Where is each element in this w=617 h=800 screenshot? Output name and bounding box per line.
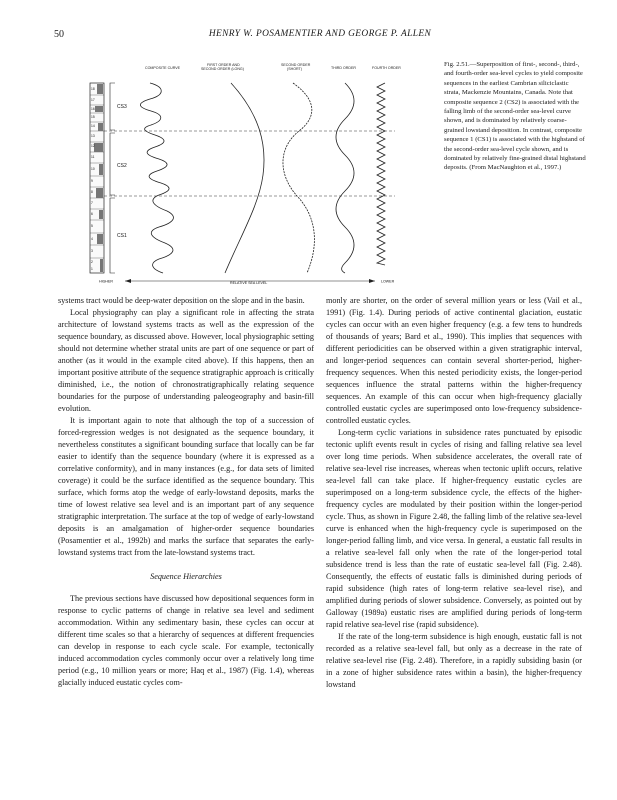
sequence-label-cs2: CS2 bbox=[117, 163, 127, 169]
paragraph: The previous sections have discussed how depositional sequences form in response to cyclic patterns of change in relative sea level and sediment accommodation. Within any sedimentary basin, these cycles can occur at different time scales so that a hierarchy of sequences at different frequencies can develop in response to each cycle scale. For example, tectonically induced accommodation cycles commonly occur over a relatively long time period (e.g., 10 million years or more; Haq et al., 1987) (Fig. 1.4), whereas glacially induced eustatic cycles com- bbox=[58, 594, 314, 687]
strat-unit-label: 1 bbox=[91, 267, 93, 271]
second-order-long-curve bbox=[225, 83, 264, 273]
paragraph: If the rate of the long-term subsidence is high enough, eustatic fall is not recorded as a relative sea-level fall, but only as a decrease in the rate of relative sea-level rise (Fig. 2.48). Therefore, in a rapidly subsiding basin (or in a zone of higher subsidence rates within a basin), the higher-frequency lowstand bbox=[326, 632, 582, 689]
label-composite-curve: COMPOSITE CURVE bbox=[145, 66, 181, 70]
fourth-order-curve bbox=[377, 83, 385, 265]
strat-unit-label: 16 bbox=[91, 107, 95, 111]
paragraph: systems tract would be deep-water deposition on the slope and in the basin. bbox=[58, 296, 305, 305]
sequence-label-cs3: CS3 bbox=[117, 104, 127, 110]
strat-unit-label: 8 bbox=[91, 190, 93, 194]
paragraph: Local physiography can play a significant role in affecting the strata architecture of lowstand systems tracts as well as the expression of the sequence boundary, as discussed above. However, local physiographic setting should not determine whether stratal units are part of one sequence or part of another (as it would in the example cited above). If this happens, then an important positive attribute of the sequence stratigraphic approach is critically diminished, i.e., the notion of chronostratigraphically relating sequence boundaries for the purpose of understanding paleogeography and basin-fill evolution. bbox=[58, 308, 314, 413]
strat-unit-label: 13 bbox=[91, 134, 95, 138]
strat-column bbox=[90, 83, 104, 273]
section-heading: Sequence Hierarchies bbox=[150, 572, 222, 581]
text-column-right bbox=[326, 295, 582, 691]
strat-unit-label: 18 bbox=[91, 87, 95, 91]
strat-unit-label: 11 bbox=[91, 155, 95, 159]
page-number: 50 bbox=[54, 29, 64, 40]
axis-label-higher: HIGHER bbox=[99, 279, 113, 284]
label-third-order: THIRD ORDER bbox=[331, 66, 356, 70]
second-order-short-curve bbox=[283, 83, 314, 273]
label-second-order-short-b: (SHORT) bbox=[287, 67, 302, 71]
strat-unit-label: 10 bbox=[91, 167, 95, 171]
axis-label-lower: LOWER bbox=[381, 279, 395, 284]
figure-sea-level-cycles bbox=[55, 55, 435, 287]
text-column-left bbox=[58, 295, 314, 689]
label-second-order-long: SECOND ORDER (LONG) bbox=[201, 67, 244, 71]
third-order-curve bbox=[336, 83, 354, 273]
sequence-label-cs1: CS1 bbox=[117, 233, 127, 239]
composite-curve bbox=[140, 83, 173, 273]
running-head: HENRY W. POSAMENTIER AND GEORGE P. ALLEN bbox=[208, 29, 432, 39]
figure-caption-label: Fig. 2.51. bbox=[444, 61, 470, 68]
paragraph: Long-term cyclic variations in subsidence rates punctuated by episodic tectonic uplift events result in cycles of rising and falling relative sea level over long time periods. When subsidence accelerates, the overall rate of relative sea-level rise increases, whereas when tectonic uplift occurs, relative sea-level fall can take place. If higher-frequency eustatic cycles are superimposed on a long-term subsidence cycle, the effects of the higher-frequency cycles are modulated by their position within the longer-period cycle. Thus, as shown in Figure 2.48, the falling limb of the relative sea-level curve is enhanced when the high-frequency cycle is superimposed on the longer-period falling limb, and vice versa. In general, a eustatic fall results in a relative sea-level fall only when the rate of the longer-period total subsidence trend is less than the rate of eustatic sea-level fall (Fig. 2.48). Consequently, the effects of eustatic falls is diminished during periods of rapid subsidence (high rates of long-term relative sea-level rise), and amplified during periods of slower subsidence. Conversely, as pointed out by Galloway (1989a) eustatic rises are amplified during periods of long-term rapid relative sea-level rise (rapid subsidence). bbox=[326, 428, 582, 629]
strat-unit-label: 2 bbox=[91, 260, 93, 264]
paragraph: monly are shorter, on the order of several million years or less (Vail et al., 1991) (Fig. 1.4). During periods of active continental glaciation, eustatic cycles can occur with an even higher frequency (e.g. a few tens to hundreds of thousands of years; Bard et al., 1990). This implies that sequences with different periodicities can be observed within a given stratigraphic interval, and longer-period sequences can contain several shorter-period, higher-frequency sequences. When this nested periodicity exists, the longer-period sequences influence the stratal patterns within the higher-frequency sequences. An example of this can occur when high-frequency glacially controlled eustatic cycles are superimposed onto low-frequency subsidence-controlled eustatic cycles. bbox=[326, 296, 582, 425]
sea-level-axis bbox=[99, 279, 395, 285]
strat-unit-label: 5 bbox=[91, 224, 93, 228]
strat-unit-label: 15 bbox=[91, 115, 95, 119]
label-fourth-order: FOURTH ORDER bbox=[372, 66, 401, 70]
strat-unit-label: 7 bbox=[91, 201, 93, 205]
label-second-order-short-a: SECOND ORDER bbox=[281, 63, 311, 67]
label-first-order: FIRST ORDER AND bbox=[207, 63, 240, 67]
paragraph: It is important again to note that although the top of a succession of forced-regression wedges is not designated as the sequence boundary, it nevertheless constitutes a significant bounding surface that locally can be far easier to identify than the sequence boundary (where it is expressed as a correlative conformity), and in many instances (e.g., for data sets of limited coverage) it could be the surface identified as the sequence boundary. This surface, which forms atop the wedge of early-lowstand deposits, marks the time of lowest relative sea level and is an important part of any sequence stratigraphic interpretation. The surface at the top of wedge of early-lowstand deposits is an amalgamation of higher-order sequence boundaries (Posamentier et al., 1992b) and marks the surface that separates the early-lowstand systems tract from the late-lowstand systems tract. bbox=[58, 416, 314, 557]
strat-unit-label: 4 bbox=[91, 237, 93, 241]
arrow-left-icon bbox=[125, 279, 131, 283]
strat-unit-label: 12 bbox=[91, 144, 95, 148]
axis-label-relative-sea-level: RELATIVE SEA LEVEL bbox=[230, 281, 268, 285]
strat-unit-label: 6 bbox=[91, 212, 93, 216]
strat-unit-label: 17 bbox=[91, 98, 95, 102]
arrow-right-icon bbox=[369, 279, 375, 283]
strat-unit-label: 14 bbox=[91, 124, 95, 128]
strat-unit-label: 3 bbox=[91, 249, 93, 253]
figure-caption bbox=[444, 60, 586, 173]
strat-unit-label: 9 bbox=[91, 179, 93, 183]
figure-caption-text: —Superposition of first-, second-, third-, and fourth-order sea-level cycles to yield composite sequences in the earliest Cambrian siliciclastic strata, Mackenzie Mountains, Canada. Note that composite sequence 2 (CS2) is associated with the falling limb of the second-order sea-level curve shown, and is dominated by relatively coarse-grained lowstand deposition. In contrast, composite sequence 1 (CS1) is associated with the highstand of the second-order sea-level cycle shown, and is dominated by relatively fine-grained distal highstand deposits. (From MacNaughton et al., 1997.) bbox=[444, 61, 586, 172]
